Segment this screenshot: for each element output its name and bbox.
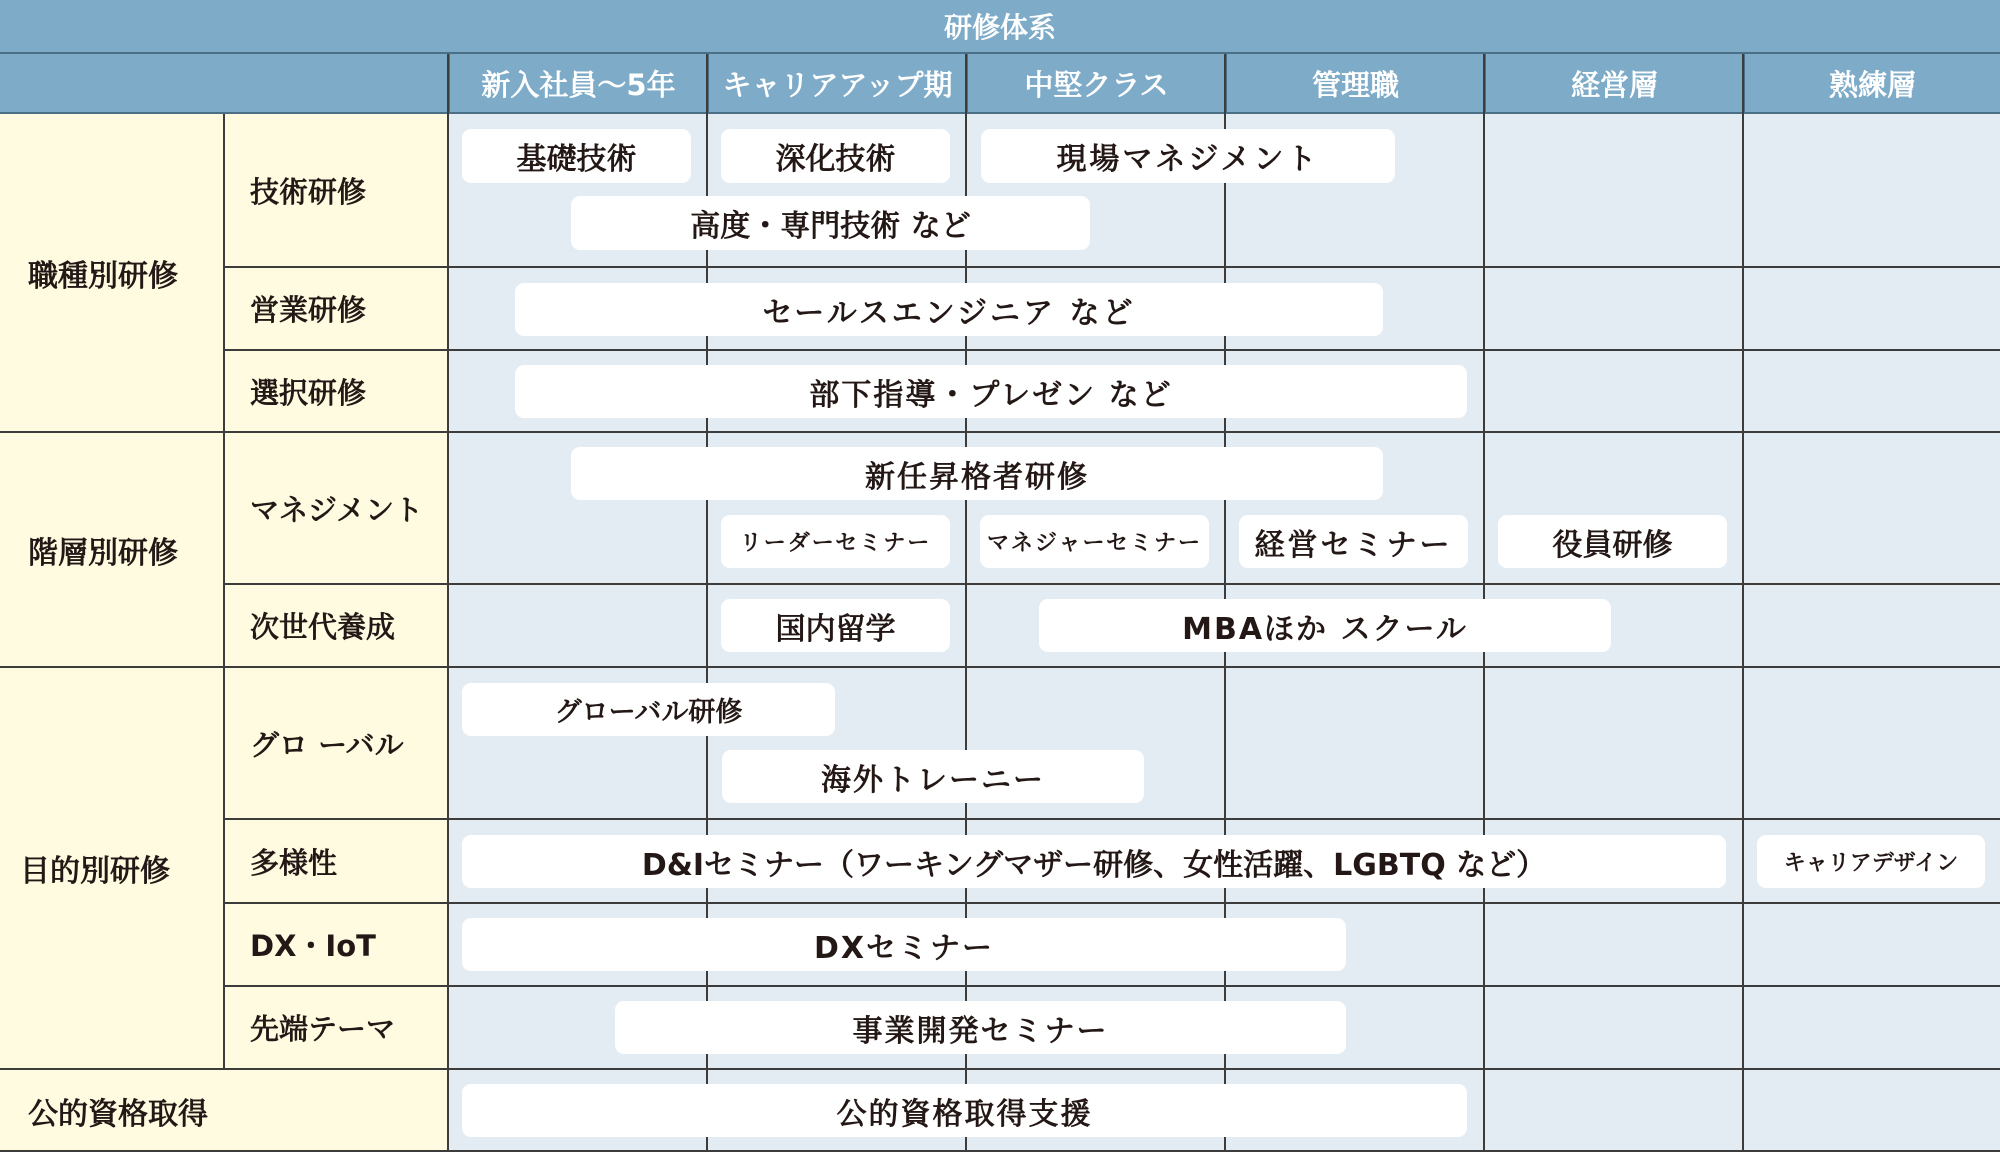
program-qualification-support: 公的資格取得支援	[462, 1084, 1467, 1137]
program-manager-seminar: マネジャーセミナー	[980, 515, 1209, 568]
divider-line	[224, 266, 2000, 268]
divider-line	[224, 349, 2000, 351]
program-field-management: 現場マネジメント	[981, 129, 1395, 183]
divider-line	[447, 54, 449, 1152]
category-hierarchical: 階層別研修	[0, 432, 224, 667]
row-label-global: グロ ーバル	[224, 667, 448, 819]
program-deepening-technology: 深化技術	[721, 129, 950, 183]
program-subordinate-guidance: 部下指導・プレゼン など	[515, 365, 1467, 418]
program-advanced-technology: 高度・専門技術 など	[571, 196, 1090, 250]
column-header-executive: 経営層	[1484, 54, 1743, 112]
divider-line	[0, 431, 2000, 433]
program-business-development: 事業開発セミナー	[615, 1001, 1346, 1054]
program-career-design: キャリアデザイン	[1757, 835, 1985, 888]
program-dx-seminar: DXセミナー	[462, 918, 1346, 971]
row-label-elective: 選択研修	[224, 350, 448, 432]
column-header-mid-level: 中堅クラス	[966, 54, 1225, 112]
row-label-sales: 営業研修	[224, 267, 448, 350]
program-executive-seminar: 経営セミナー	[1239, 515, 1468, 568]
program-diversity-seminar: D&Iセミナー（ワーキングマザー研修、女性活躍、LGBTQ など）	[462, 835, 1726, 888]
row-label-next-generation: 次世代養成	[224, 584, 448, 667]
row-label-management: マネジメント	[224, 432, 448, 584]
divider-line	[224, 583, 2000, 585]
column-header-veteran: 熟練層	[1743, 54, 2000, 112]
program-basic-technology: 基礎技術	[462, 129, 691, 183]
chart-title: 研修体系	[0, 0, 2000, 54]
program-global-training: グローバル研修	[462, 683, 835, 736]
program-new-promotion: 新任昇格者研修	[571, 447, 1383, 500]
divider-line	[224, 902, 2000, 904]
divider-line	[0, 666, 2000, 668]
row-label-diversity: 多様性	[224, 819, 448, 903]
divider-line	[0, 1068, 2000, 1070]
program-sales-engineer: セールスエンジニア など	[515, 283, 1383, 336]
program-mba-school: MBAほか スクール	[1039, 599, 1611, 652]
column-header-career-up: キャリアアップ期	[707, 54, 966, 112]
program-officer-training: 役員研修	[1498, 515, 1727, 568]
column-header-new-employees: 新入社員～5年	[448, 54, 707, 112]
column-header-row	[0, 54, 2000, 114]
program-overseas-trainee: 海外トレーニー	[722, 750, 1144, 803]
program-leader-seminar: リーダーセミナー	[721, 515, 950, 568]
divider-line	[223, 114, 225, 1069]
category-purpose: 目的別研修	[0, 667, 224, 1069]
divider-line	[224, 818, 2000, 820]
category-qualification: 公的資格取得	[0, 1069, 448, 1152]
divider-line	[1742, 54, 1744, 1152]
program-domestic-study: 国内留学	[721, 599, 950, 652]
row-label-advanced-theme: 先端テーマ	[224, 986, 448, 1069]
column-header-management: 管理職	[1225, 54, 1484, 112]
divider-line	[224, 985, 2000, 987]
category-occupational: 職種別研修	[0, 114, 224, 432]
row-label-dx-iot: DX・IoT	[224, 903, 448, 986]
row-label-technical: 技術研修	[224, 114, 448, 267]
